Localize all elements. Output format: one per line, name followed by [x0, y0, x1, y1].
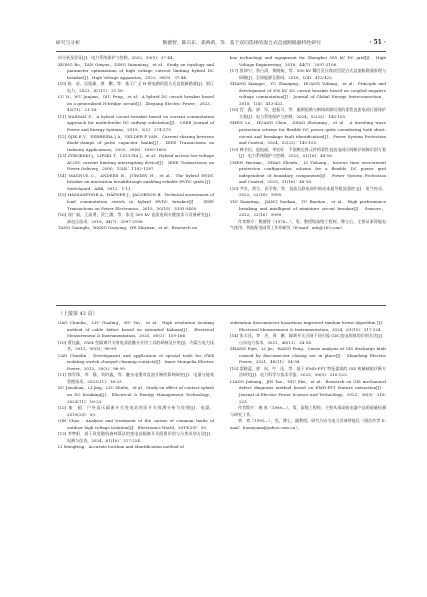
reference-entry: ZHANG Xiangyu，YU Zhanqing，HUANG Yuliang，et al．Principle and development of 500 kV DC circuit breaker based on coupled negative voltage commutation[J]．Journal of Global Energy Interconnection，2018，1(4)：413-422.	[230, 81, 386, 106]
continued-note: （上接第 42 页）	[58, 311, 98, 317]
reference-entry: GAO Chunlin，LIU Guoling，HU Yiu，et al．High resolution locating method of cable defect based on extended Kalman[J]．Electrical Measurement & Instrumentation，2025，60(2)：159-166.	[58, 320, 214, 339]
references-bottom-right	[230, 320, 386, 431]
author-bio: 作者简介：熊德智（1976—），男，教授级高级工程师，博士后，主要从事智能电气使用、智能配电网等工作的研究（E-mail：xdz@163.com）	[230, 218, 386, 231]
reference-entry: LIANG Jiabang，JIN Tao，NIU Shu，et al．Research on GIS mechanical defect diagnosis method based on EMD-FFT feature extraction[J]．Journal of Electric Power Science and Technology，2023，38(3)：216-223.	[230, 378, 386, 404]
reference-entry: [12] DJIK E V，FERREIRA J A，GELDER P VAN．Current sharing between diode-clamps of pulse capacitor banks[J]．IEEE Transactions on Industry Applications，2002，38(6)：1600-1605.	[58, 133, 214, 152]
reference-entry: LU Yi，WU Junjian，QIU Peng，et al．A hybrid DC circuit breaker based on a generalized H-bridge circuit[J]．Zhejiang Electric Power，2023，42(11)：21-28.	[58, 94, 214, 113]
reference-entry: [15] HASSANPOOR A，HÄFNER J，JACOBSON B．Technical assessment of load commutation switch in hybrid HVDC breaker[J]．IEEE Transactions on Power Electronics，2015，30(10)：5393-5400.	[58, 192, 214, 211]
reference-entry: [20] 尹宣，黄方，袁学海，等．直流互联电网中低成本超导限流器的 [J]．电气传动，2022，22(16)：5990.	[230, 185, 386, 198]
author-bio: 作者简介：康 春（1980—），男，高级工程师，主要从事高低电器产品的质量检测与研究工作。	[230, 405, 386, 417]
reference-entry: [13] 李梦阳．基于改进随机森林算法的变电站隔离开关隐患识别与分类识别方法[J]．电测与仪表，2024，61(10)：217-224.	[58, 431, 214, 443]
reference-entry: SHEN Lu，HUANG Chen，ZHAO Zhenning，et al．A traveling wave protection scheme for flexible DC power grids considering both short-circuit and breakage fault identification[J]．Power System Protection and Control，2024，52(22)：145-155.	[230, 120, 386, 146]
reference-entry: [14] MAGNUS C，ANDERS B，JÜRGEN H，et al．The hybrid HVDC breaker an innovation breakthrough enabling reliable HVDC grids [J]．Switchyard：ABB，2012：1-11.	[58, 172, 214, 191]
reference-entry: QIN Chao．Analysis and treatment of the causes of common faults of outdoor high voltage isolation[J]．Electronics World，2019(20)：59.	[58, 418, 214, 430]
reference-entry: YIN Xuanting，JIANG Xuekan，YU Baotian，et al．High performance breaking and intelligent of miniature circuit breaker[J]．Sensors，2022，22(16)：5990.	[230, 199, 386, 218]
reference-entry: 仿分析及验证[J]．电力系统保护与控制，2022，50(9)：37-44.	[58, 55, 174, 60]
reference-entry: XIONG Bo，TAN Qinyue，DING Yuanming，et al．Study on topology and parameter optimization of high voltage current limiting hybrid DC breaker[J]．High Voltage Apparatus，2022，58(9)：37-44.	[58, 61, 214, 80]
reference-entry: [16] 汤广福，王高勇，贺之渊，等．张北 500 kV 直流电网关键技术与设备研究[J]．高电压技术，2018，44(7)：2097-2106.	[58, 212, 214, 224]
running-header	[56, 40, 386, 50]
reference-entry: XU Junshuai，LI Jing，LIU Shuhe，et al．Study on effect of contact splash on DC breaking[J]．Electrical & Energy Management Technology，2023(11)：16-23.	[58, 385, 214, 404]
reference-entry: CHEN Haotian，ZHAO Zhenfu，LI Yizhong．Inverse time overcurrent protection configuration scheme for a flexible DC power grid independent of boundary components[J]．Power System Protection and Control，2023，51(16)：48-58.	[230, 159, 386, 185]
reference-entry: [14] 张丰佳，李 杰，周 鹏．隔离开关合闸不同引弧 GIS 放电故障的识别方法[J]．山东电力技术，2021，48(11)：54-58.	[230, 333, 386, 345]
reference-entry: [12] 秦 超．户外高压隔离开关变电站的旧开关探测分析与处理[J]．电器，2019(20)：59.	[58, 405, 214, 417]
reference-entry: CAO Chunlin．Development and application of special tools for GW4 isolating switch charged cleaning contacts[J]．Inner Mongolia Electric Power，2012，30(3)：96-99.	[58, 352, 214, 371]
section-divider	[56, 305, 386, 306]
header-title: 熊德智，陈石东，郑两莉，等．基于双向选择的混合式直流断路器特性研究	[162, 41, 321, 46]
header-section: 研究与分析	[56, 41, 80, 46]
reference-entry: [11] 徐军锋，李 静，刘时鑫，等．触头电缆对直流开断的影响研究[J]．电器与能效管理技术，2023(11)：16-23.	[58, 372, 214, 384]
author-bio: 黄 欢（1992—），男，博士，副教授，研究方向为电力设备智能化（通信作者 E-mail：huanyuan@yahoo.com.cn）。	[230, 418, 386, 430]
reference-entry: [18] 沈 露，郭 军，赵振可，等．兼顾短路与断线故障识别的柔性直流电网行波保护方案[J]．电力系统保护与控制，2024，52(22)：145-155.	[230, 107, 386, 119]
reference-entry: [17] 张坤宁，余占清，黄晓航，等．500 kV 耦合负压换流型混合式直流断路器原理与研制[J]．全球能源互联网，2018，1(4)：413-422.	[230, 68, 386, 80]
reference-entry: [19] 韩书田，赵振福，李宏旺．不依赖边界元件的柔性直流电网区间断层故障识别方案[J]．电力系统保护与控制，2023，51(16)：48-58.	[230, 146, 386, 159]
reference-entry: substation disconnector hazardous improved random forest algorithm [J]．Electrical Measurement & Instrumentation，2024，61(10)：217-224.	[230, 320, 386, 332]
page-number: · 51 ·	[369, 39, 386, 46]
reference-entry: [10] 陈 星，吴俊雄，龚 鹏，等．基于广义 H 桥电路的混合式直流断路器[J]．浙江电力，2023，42(11)：21-28.	[58, 81, 214, 93]
reference-entry: LI Mengfeng．Accurate location and identification method of	[58, 444, 184, 450]
references-bottom-left	[58, 320, 214, 451]
reference-entry: [13] ZYBORSKI J，LIPSKI T，CZUCHA J，et al．Hybrid arcless low-voltage AC/DC current limiting interrupting device[J]．IEEE Transactions on Power Delivery，2000，15(4)：1182-1187.	[58, 153, 214, 172]
reference-entry: [15] 梁晓蓝，唐 向，牛 佳，等．基于 EMD-FFT 特征提取的 GIS 机械缺陷诊断方法研究[J]．电力科学与技术学报，2023，38(3)：216-223.	[230, 365, 386, 378]
reference-entry: [10] 曹佳鑫，GW4 型隔离开关带电清洗触头专用工具的研制及应用[J]．内蒙古电力技术，2012，30(3)：96-99.	[58, 339, 214, 352]
header-rule	[56, 51, 386, 52]
reference-entry: ZHANG Pijei，LI Jie，WANG Peng．Cause analysis of GIS discharge fault caused by disconnector closing not in place[J]．Shandong Electric Power，2021，48(11)：54-58.	[230, 346, 386, 365]
reference-entry: key technology and equipment for Zhangbei 500 kV DC grid[J]．High Voltage Engineering，2018，44(7)：2097-2106.	[230, 55, 386, 67]
reference-entry: [11] HASSAN S．A hybrid circuit breaker based on current commutation approach for multi-feeder DC railway substation[J]．CSEE Journal of Power and Energy Systems，2019，5(2)：274-279.	[58, 113, 214, 133]
references-top-left	[58, 55, 214, 232]
references-top-right	[230, 55, 386, 232]
reference-entry: TANG Guangfu，WANG Gaoyong，HE Zhiyuan，et al．Research on	[58, 225, 198, 231]
